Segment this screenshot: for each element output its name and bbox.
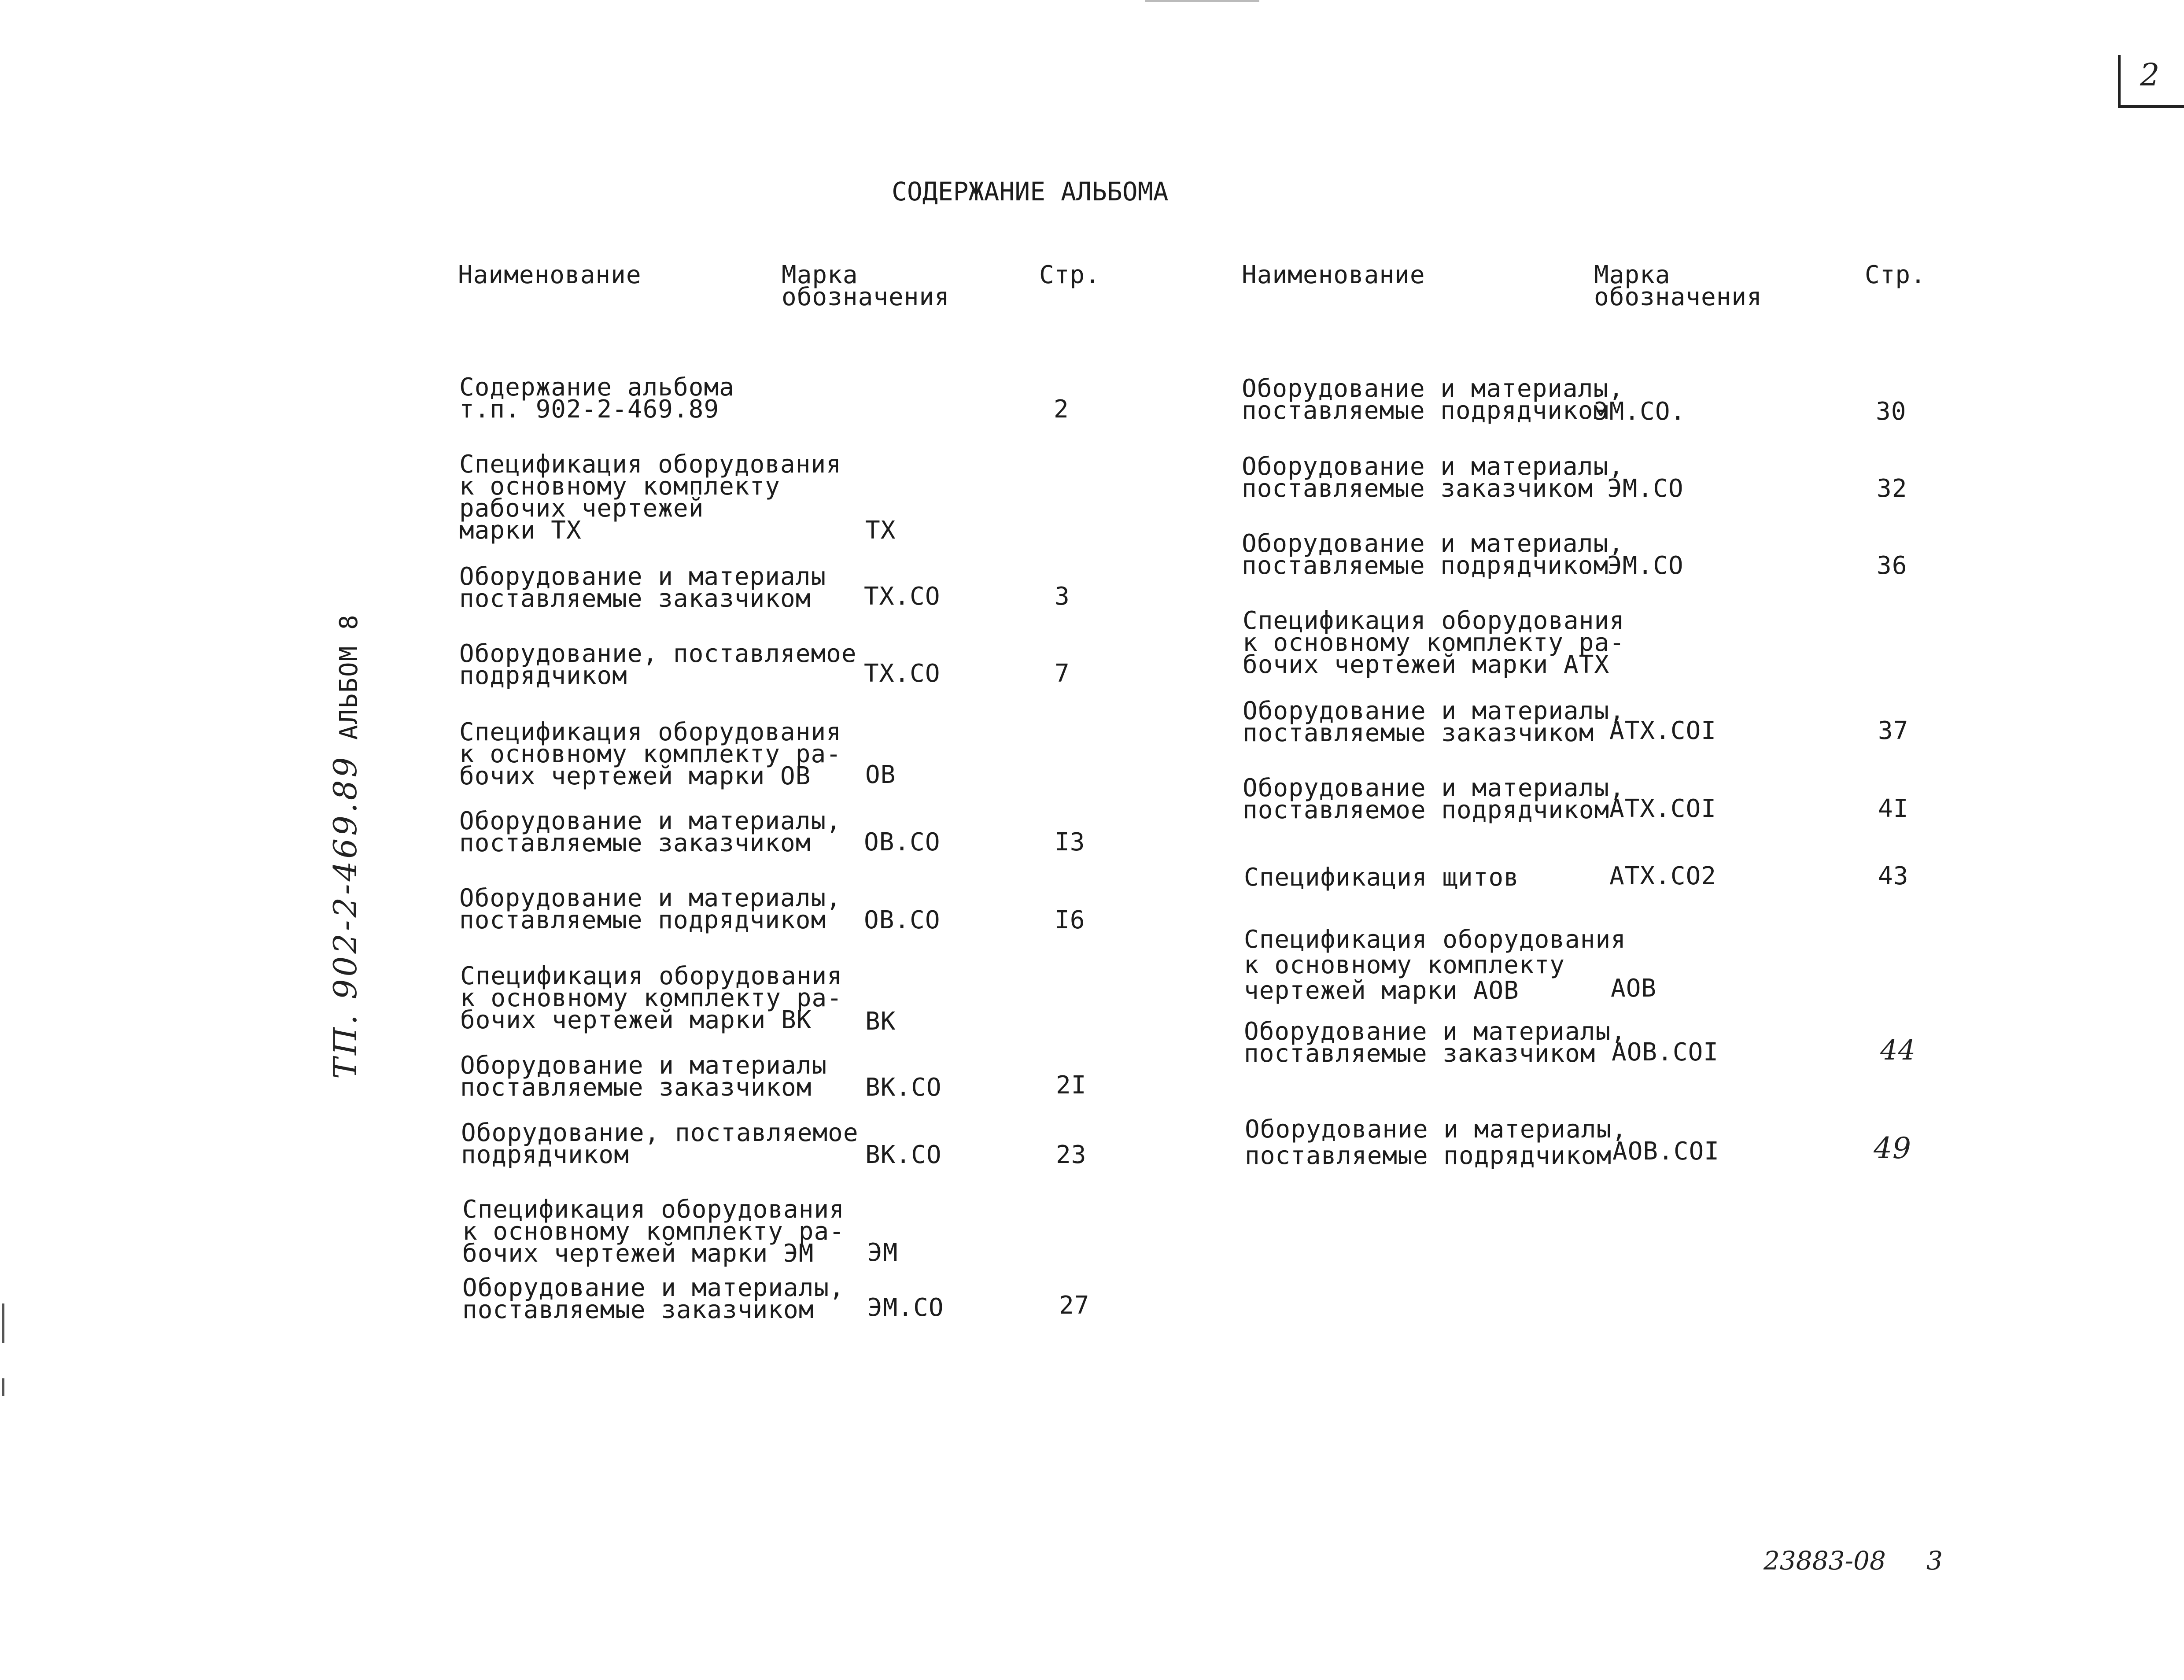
right-row-5-name: Оборудование и материалы, поставляемое подрядчиком bbox=[1243, 774, 1625, 824]
right-row-0-mark: ЭМ.СО. bbox=[1594, 397, 1686, 426]
right-row-5-mark: АТХ.СОI bbox=[1609, 794, 1717, 823]
right-row-0-name: Оборудование и материалы, поставляемые подрядчиком bbox=[1242, 374, 1624, 425]
page-number: 2 bbox=[2140, 57, 2160, 93]
left-row-3-page: 7 bbox=[1055, 659, 1070, 688]
left-row-10-mark: ЭМ bbox=[867, 1238, 898, 1267]
right-row-4-name: Оборудование и материалы, поставляемые заказчиком bbox=[1243, 697, 1625, 747]
left-row-4-mark: ОВ bbox=[865, 761, 896, 789]
right-row-9-mark: АОВ.СОI bbox=[1612, 1137, 1720, 1166]
left-row-1-name: Спецификация оборудования к основному комплекту рабочих чертежей марки ТХ bbox=[459, 450, 841, 545]
header-mark-left: Марка обозначения bbox=[782, 261, 950, 311]
right-row-1-name: Оборудование и материалы, поставляемые заказчиком bbox=[1242, 452, 1624, 503]
left-row-2-page: 3 bbox=[1055, 582, 1070, 611]
left-row-7-mark: ВК bbox=[865, 1007, 896, 1036]
right-row-8-name: Оборудование и материалы, поставляемые заказчиком bbox=[1244, 1017, 1626, 1068]
right-row-9-name: Оборудование и материалы, поставляемые подрядчиком bbox=[1245, 1115, 1627, 1170]
right-row-8-page: 44 bbox=[1880, 1034, 1916, 1066]
side-document-code: ТП. 902-2-469.89 bbox=[327, 754, 364, 1079]
page-title: СОДЕРЖАНИЕ АЛЬБОМА bbox=[892, 177, 1169, 207]
left-row-9-name: Оборудование, поставляемое подрядчиком bbox=[461, 1119, 859, 1169]
right-row-9-page: 49 bbox=[1874, 1131, 1911, 1165]
right-row-2-mark: ЭМ.СО bbox=[1607, 551, 1684, 580]
left-row-5-name: Оборудование и материалы, поставляемые заказчиком bbox=[459, 807, 841, 857]
left-row-11-mark: ЭМ.СО bbox=[867, 1293, 944, 1322]
header-page-left: Стр. bbox=[1039, 261, 1100, 289]
header-name-left: Наименование bbox=[458, 261, 642, 289]
left-row-1-mark: ТХ bbox=[865, 516, 896, 545]
left-row-11-page: 27 bbox=[1059, 1291, 1090, 1320]
right-row-0-page: 30 bbox=[1876, 397, 1907, 426]
left-row-0-name: Содержание альбома т.п. 902-2-469.89 bbox=[459, 373, 734, 424]
left-row-8-page: 2I bbox=[1056, 1071, 1087, 1100]
footer-document-code: 23883-08 bbox=[1763, 1546, 1886, 1576]
scan-mark bbox=[1145, 0, 1259, 2]
right-row-2-page: 36 bbox=[1877, 551, 1907, 580]
left-row-2-mark: ТХ.СО bbox=[864, 582, 941, 611]
left-row-6-name: Оборудование и материалы, поставляемые подрядчиком bbox=[459, 884, 841, 934]
left-row-9-mark: ВК.СО bbox=[865, 1141, 942, 1169]
scan-mark bbox=[2, 1303, 4, 1343]
side-album-label: АЛЬБОМ 8 bbox=[335, 614, 363, 740]
left-row-7-name: Спецификация оборудования к основному комплекту ра- бочих чертежей марки ВК bbox=[460, 962, 842, 1034]
right-row-1-page: 32 bbox=[1877, 474, 1907, 503]
header-mark-right: Марка обозначения bbox=[1594, 261, 1762, 311]
right-row-6-mark: АТХ.СО2 bbox=[1609, 862, 1717, 890]
right-row-7-mark: АОВ bbox=[1611, 974, 1657, 1003]
right-row-2-name: Оборудование и материалы, поставляемые подрядчиком bbox=[1242, 529, 1624, 580]
left-row-3-name: Оборудование, поставляемое подрядчиком bbox=[459, 639, 857, 690]
header-name-right: Наименование bbox=[1242, 261, 1425, 289]
left-row-6-mark: ОВ.СО bbox=[864, 906, 941, 934]
right-row-1-mark: ЭМ.СО bbox=[1607, 474, 1684, 503]
right-row-4-mark: АТХ.СОI bbox=[1609, 716, 1717, 745]
right-row-5-page: 4I bbox=[1878, 794, 1909, 823]
left-row-10-name: Спецификация оборудования к основному комплекту ра- бочих чертежей марки ЭМ bbox=[462, 1195, 845, 1268]
right-row-6-page: 43 bbox=[1878, 862, 1909, 890]
right-row-6-name: Спецификация щитов bbox=[1244, 863, 1519, 892]
left-row-11-name: Оборудование и материалы, поставляемые заказчиком bbox=[462, 1274, 845, 1324]
left-row-5-page: I3 bbox=[1055, 828, 1085, 857]
left-row-3-mark: ТХ.СО bbox=[864, 659, 941, 688]
right-row-3-name: Спецификация оборудования к основному комплекту ра- бочих чертежей марки АТХ bbox=[1243, 606, 1625, 679]
left-row-6-page: I6 bbox=[1055, 906, 1085, 934]
scan-mark bbox=[2, 1378, 4, 1396]
right-row-4-page: 37 bbox=[1878, 716, 1909, 745]
left-row-2-name: Оборудование и материалы поставляемые заказчиком bbox=[459, 562, 826, 613]
left-row-0-page: 2 bbox=[1054, 395, 1069, 424]
left-row-4-name: Спецификация оборудования к основному комплекту ра- бочих чертежей марки ОВ bbox=[459, 718, 841, 790]
left-row-8-name: Оборудование и материалы поставляемые заказчиком bbox=[460, 1051, 827, 1102]
header-page-right: Стр. bbox=[1865, 261, 1926, 289]
left-row-5-mark: ОВ.СО bbox=[864, 828, 941, 857]
right-row-8-mark: АОВ.СОI bbox=[1612, 1038, 1719, 1067]
footer-sheet-number: 3 bbox=[1926, 1546, 1943, 1576]
left-row-9-page: 23 bbox=[1056, 1141, 1087, 1169]
right-row-7-name: Спецификация оборудования к основному комплекту чертежей марки АОВ bbox=[1244, 925, 1626, 1005]
left-row-8-mark: ВК.СО bbox=[865, 1073, 942, 1102]
